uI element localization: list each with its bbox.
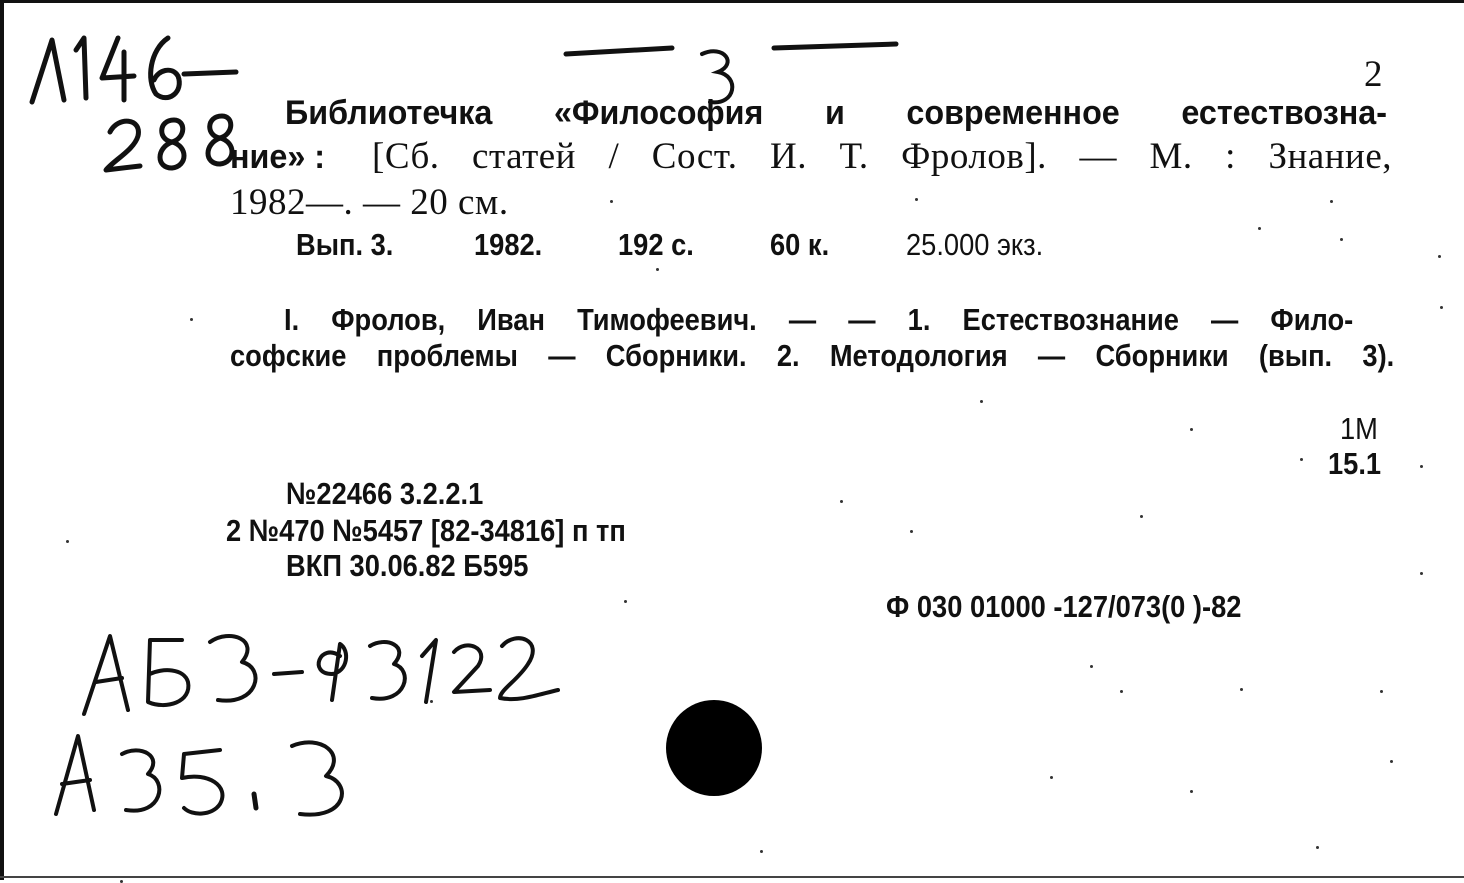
card-number: 2 [1364, 54, 1383, 95]
index-code: Ф 030 01000 -127/073(0 )-82 [886, 589, 1242, 624]
card-border-left [0, 0, 4, 880]
title-line-1: Библиотечка «Философия и современное естествозна- [285, 94, 1387, 132]
issue-volume: Вып. 3. [296, 227, 394, 262]
issue-year: 1982. [474, 227, 543, 262]
handwritten-shelf-mark-2-drawing [48, 720, 368, 830]
record-line-1: №22466 3.2.2.1 [286, 476, 484, 511]
issue-price: 60 к. [770, 227, 830, 262]
card-border-top [0, 0, 1464, 3]
punch-hole [666, 700, 762, 796]
title-line-2-rest: [Сб. статей / Сост. И. Т. Фролов]. — М. : Знание, [372, 136, 1392, 177]
card-border-bottom [0, 876, 1464, 878]
subjects-line-2: софские проблемы — Сборники. 2. Методология — Сборники (вып. 3). [230, 338, 1395, 373]
title-line-2 [230, 140, 330, 174]
class-code-2: 15.1 [1328, 446, 1382, 481]
record-line-2: 2 №470 №5457 [82-34816] п тп [226, 513, 626, 548]
title-line-3: 1982—. — 20 см. [230, 182, 509, 223]
issue-copies: 25.000 экз. [906, 227, 1044, 262]
title-line-2-prefix: ние» : [230, 138, 326, 176]
issue-pages: 192 с. [618, 227, 694, 262]
record-line-3: ВКП 30.06.82 Б595 [286, 548, 529, 583]
subjects-line-1: I. Фролов, Иван Тимофеевич. — — 1. Естествознание — Фило- [284, 302, 1354, 337]
class-code-1: 1М [1340, 411, 1378, 446]
handwritten-shelf-mark-1-drawing [70, 610, 570, 720]
